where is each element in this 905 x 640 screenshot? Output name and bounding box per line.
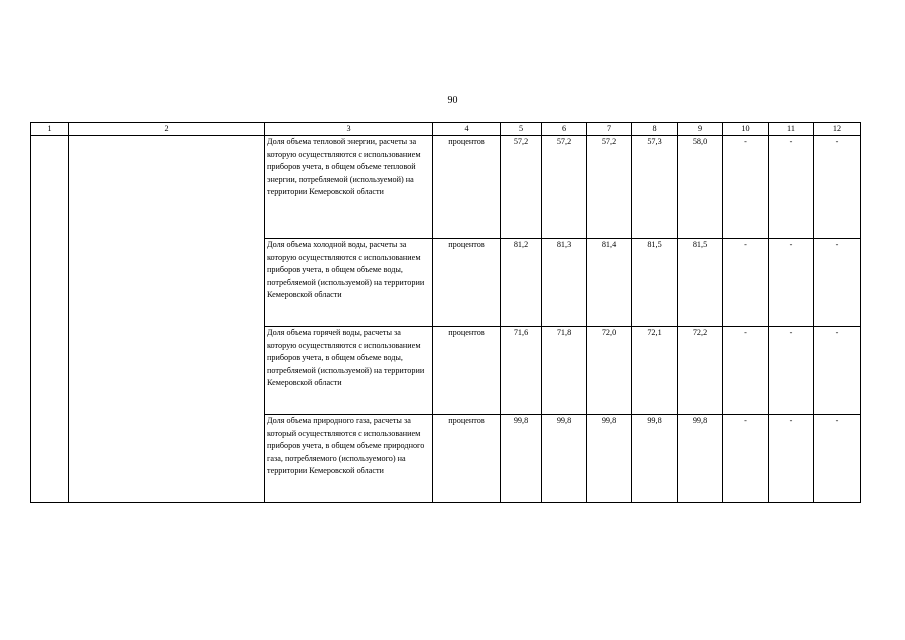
value-cell: 71,8	[542, 327, 587, 415]
value-cell: 71,6	[501, 327, 542, 415]
column-header-8: 8	[632, 123, 678, 136]
value-cell: 81,3	[542, 239, 587, 327]
table-row	[31, 136, 861, 239]
column-header-12: 12	[814, 123, 861, 136]
empty-value-cell: -	[723, 415, 769, 503]
value-cell: 81,5	[678, 239, 723, 327]
column-header-4: 4	[433, 123, 501, 136]
empty-value-cell: -	[769, 239, 814, 327]
page-number: 90	[447, 95, 458, 106]
value-cell: 81,5	[632, 239, 678, 327]
indicator-cell: Доля объема природного газа, расчеты за который осуществляются с использованием приборов учета, в общем объеме природного газа, потребляемого (используемого) на территории Кемеровской области	[265, 415, 433, 503]
value-cell: 99,8	[632, 415, 678, 503]
unit-cell: процентов	[433, 327, 501, 415]
value-cell: 99,8	[678, 415, 723, 503]
indicators-table	[30, 122, 861, 503]
value-cell: 58,0	[678, 136, 723, 239]
empty-value-cell: -	[769, 327, 814, 415]
value-cell: 99,8	[587, 415, 632, 503]
value-cell: 72,2	[678, 327, 723, 415]
value-cell: 57,3	[632, 136, 678, 239]
column-header-5: 5	[501, 123, 542, 136]
empty-value-cell: -	[814, 136, 861, 239]
column-header-3: 3	[265, 123, 433, 136]
value-cell: 57,2	[501, 136, 542, 239]
value-cell: 81,4	[587, 239, 632, 327]
empty-value-cell: -	[723, 136, 769, 239]
empty-value-cell: -	[723, 327, 769, 415]
empty-value-cell: -	[814, 415, 861, 503]
empty-value-cell: -	[769, 415, 814, 503]
empty-value-cell: -	[814, 327, 861, 415]
unit-cell: процентов	[433, 239, 501, 327]
value-cell: 81,2	[501, 239, 542, 327]
indicator-cell: Доля объема холодной воды, расчеты за которую осуществляются с использованием приборов учета, в общем объеме воды, потребляемой (используемой) на территории Кемеровской области	[265, 239, 433, 327]
column-header-1: 1	[31, 123, 69, 136]
value-cell: 57,2	[542, 136, 587, 239]
column-header-2: 2	[69, 123, 265, 136]
empty-value-cell: -	[723, 239, 769, 327]
indicator-cell: Доля объема горячей воды, расчеты за которую осуществляются с использованием приборов учета, в общем объеме воды, потребляемой (используемой) на территории Кемеровской области	[265, 327, 433, 415]
row-number-cell	[31, 136, 69, 503]
empty-value-cell: -	[769, 136, 814, 239]
empty-value-cell: -	[814, 239, 861, 327]
value-cell: 72,0	[587, 327, 632, 415]
value-cell: 57,2	[587, 136, 632, 239]
value-cell: 72,1	[632, 327, 678, 415]
column-header-6: 6	[542, 123, 587, 136]
column-header-7: 7	[587, 123, 632, 136]
unit-cell: процентов	[433, 136, 501, 239]
column-header-11: 11	[769, 123, 814, 136]
column-header-9: 9	[678, 123, 723, 136]
header-row	[31, 123, 861, 136]
indicator-cell: Доля объема тепловой энергии, расчеты за которую осуществляются с использованием приборов учета, в общем объеме тепловой энергии, потребляемой (используемой) на территории Кемеровской области	[265, 136, 433, 239]
column-header-10: 10	[723, 123, 769, 136]
value-cell: 99,8	[501, 415, 542, 503]
unit-cell: процентов	[433, 415, 501, 503]
value-cell: 99,8	[542, 415, 587, 503]
program-cell	[69, 136, 265, 503]
